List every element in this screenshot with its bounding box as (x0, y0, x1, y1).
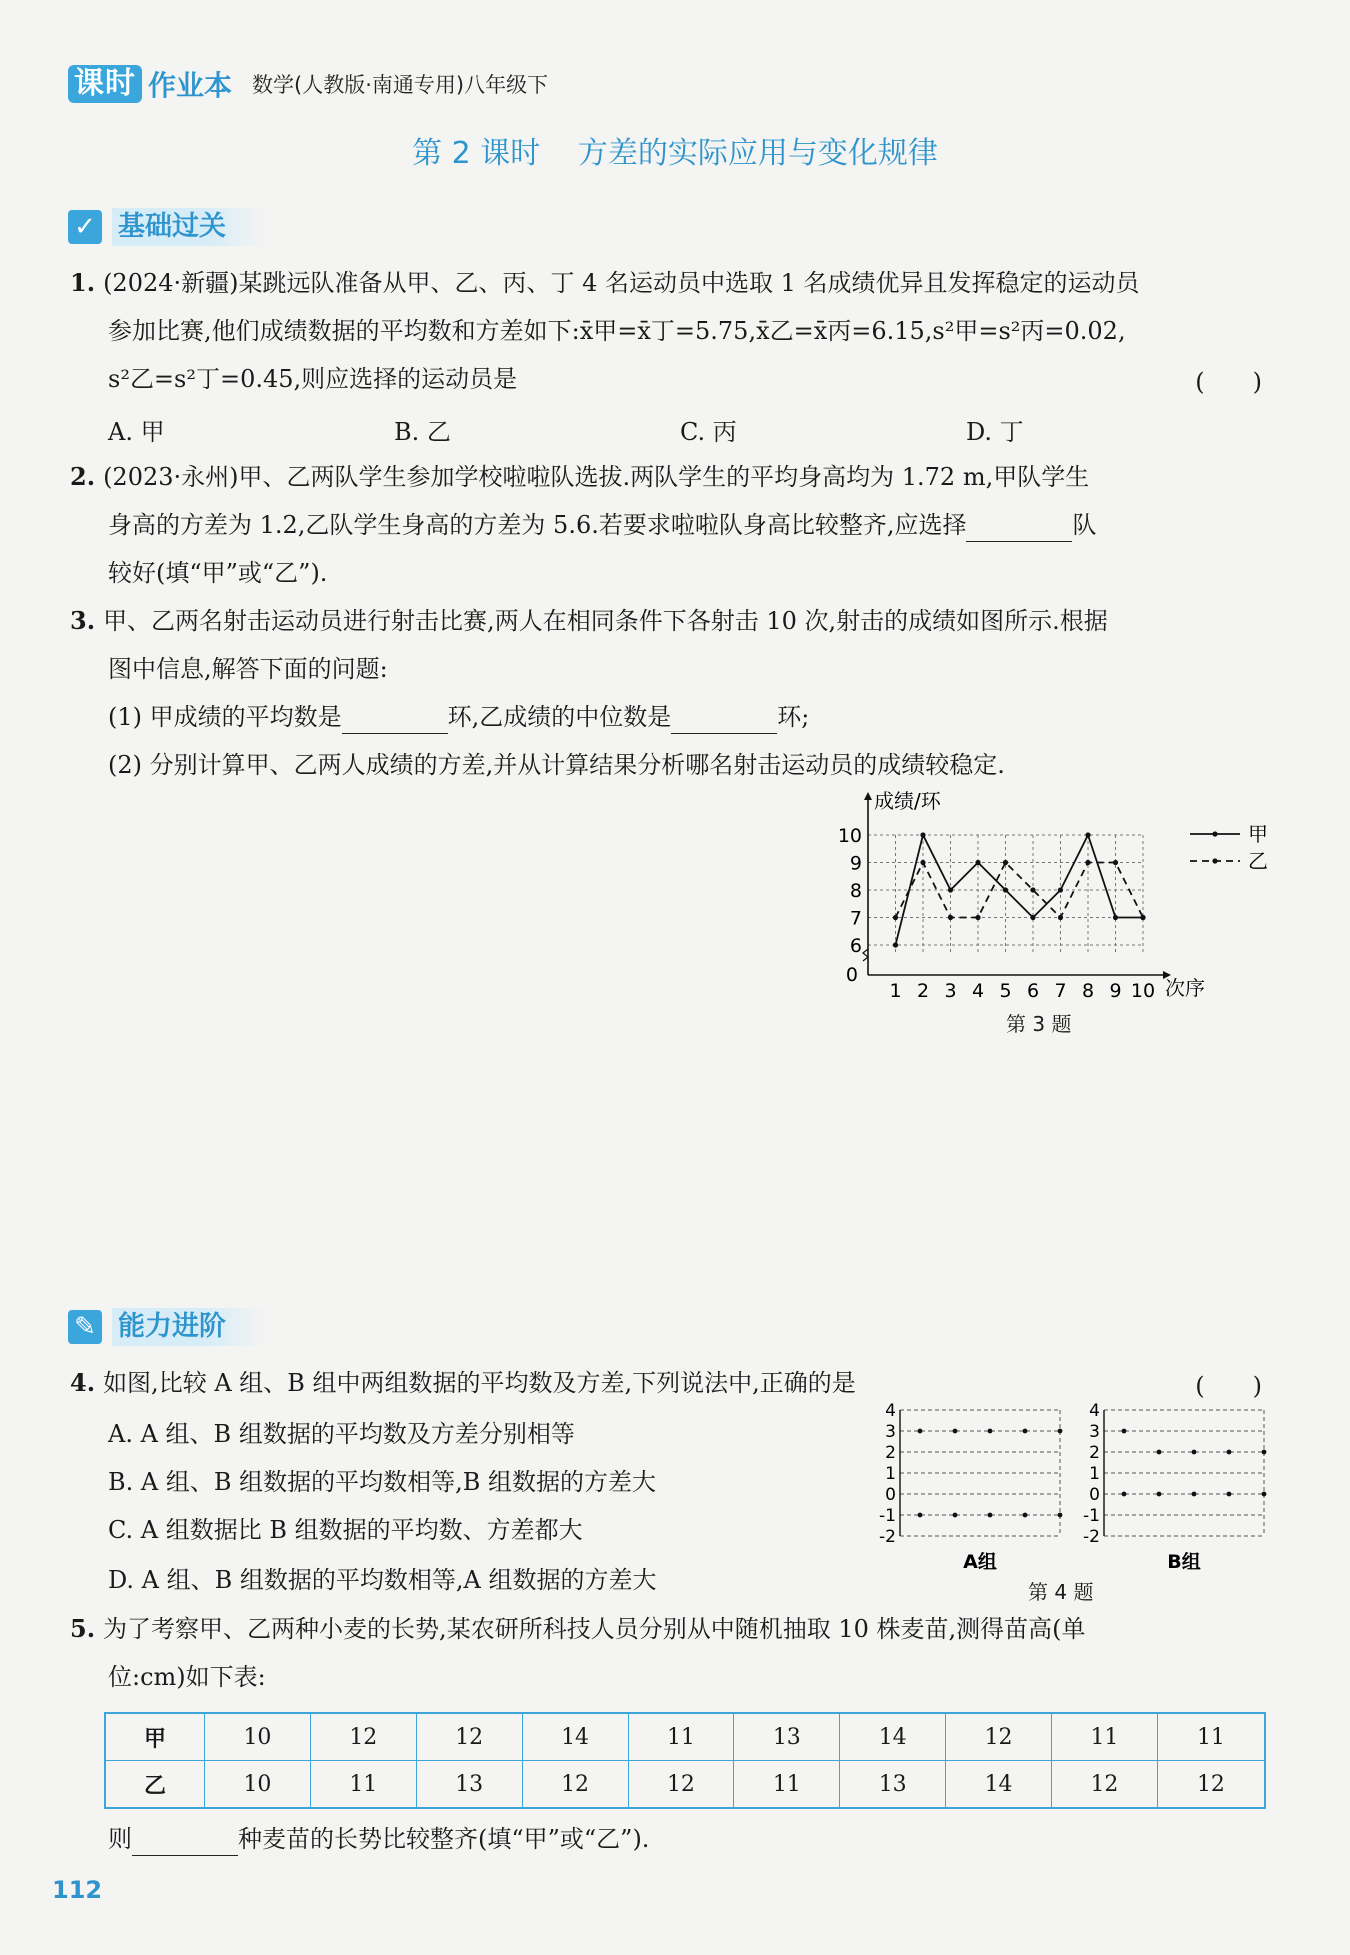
data-point (918, 1429, 923, 1434)
data-point (1003, 887, 1008, 892)
lesson-title (0, 128, 1350, 172)
data-point (1140, 915, 1145, 920)
y-tick-label: 3 (885, 1422, 896, 1442)
q1-line3: s²乙=s²丁=0.45,则应选择的运动员是 (108, 365, 518, 393)
q3-part1 (108, 700, 809, 734)
answer-blank-mean[interactable] (342, 707, 448, 734)
q2-line2 (108, 508, 1096, 542)
q2-line1 (70, 460, 1089, 494)
y-tick-label: 1 (885, 1464, 896, 1484)
y-tick-label: 8 (849, 880, 862, 902)
answer-blank[interactable] (132, 1829, 238, 1856)
q3-p1-text-b: 环,乙成绩的中位数是 (447, 703, 672, 731)
table-cell: 12 (310, 1713, 416, 1761)
data-point (1157, 1492, 1162, 1497)
option-a[interactable]: A. 甲 (108, 418, 165, 446)
data-point (1030, 915, 1035, 920)
section-advanced (68, 1306, 266, 1348)
data-point (1262, 1450, 1267, 1455)
option-d[interactable]: D. 丁 (966, 418, 1024, 446)
data-point (953, 1513, 958, 1518)
question-number: 5. (70, 1614, 96, 1643)
x-tick-label: 3 (944, 980, 957, 1000)
chart-caption: 第 3 题 (1006, 1012, 1072, 1036)
option-b[interactable]: B. 乙 (394, 418, 451, 446)
table-cell: 11 (310, 1761, 416, 1809)
data-point (953, 1429, 958, 1434)
legend-label: 甲 (1248, 822, 1268, 846)
table-cell: 14 (946, 1761, 1052, 1809)
group-label: A组 (963, 1551, 997, 1570)
q1-line2: 参加比赛,他们成绩数据的平均数和方差如下:x̄甲=x̄丁=5.75,x̄乙=x̄丙=6.15,s²甲=s²丙=0.02, (108, 317, 1126, 345)
data-point (988, 1429, 993, 1434)
data-point (975, 860, 980, 865)
table-cell: 12 (628, 1761, 734, 1809)
x-tick-label: 10 (1130, 980, 1156, 1000)
q5-tail (108, 1822, 649, 1856)
book-title: 数学(人教版·南通专用)八年级下 (252, 73, 549, 97)
option-c[interactable]: C. A 组数据比 B 组数据的平均数、方差都大 (108, 1516, 583, 1544)
pencil-icon: ✎ (68, 1310, 102, 1344)
y-axis-arrow (864, 792, 872, 800)
data-point (948, 887, 953, 892)
option-d[interactable]: D. A 组、B 组数据的平均数相等,A 组数据的方差大 (108, 1566, 657, 1594)
q3-line2: 图中信息,解答下面的问题: (108, 655, 388, 683)
q5-tail-a: 则 (108, 1825, 132, 1853)
group-label: B组 (1167, 1551, 1201, 1570)
q5-line2: 位:cm)如下表: (108, 1663, 266, 1691)
y-axis-label: 成绩/环 (874, 790, 941, 813)
data-point (1262, 1492, 1267, 1497)
q1-line1 (70, 266, 1140, 300)
y-tick-label: 0 (885, 1485, 896, 1505)
group-b-dot-plot (1072, 1400, 1277, 1570)
y-tick-label: -2 (1083, 1527, 1100, 1547)
q2-text-2: 身高的方差为 1.2,乙队学生身高的方差为 5.6.若要求啦啦队身高比较整齐,应选择 (108, 511, 967, 539)
x-tick-label: 2 (916, 980, 930, 1000)
y-tick-label: 0 (1089, 1485, 1100, 1505)
table-row (105, 1713, 1265, 1761)
data-point (975, 915, 980, 920)
row-label: 甲 (105, 1713, 205, 1761)
table-cell: 11 (1052, 1713, 1158, 1761)
question-number: 1. (70, 268, 96, 297)
y-tick-label: -1 (879, 1506, 896, 1526)
q3-part2: (2) 分别计算甲、乙两人成绩的方差,并从计算结果分析哪名射击运动员的成绩较稳定. (108, 751, 1005, 779)
data-point (1058, 915, 1063, 920)
data-point (988, 1513, 993, 1518)
data-point (1023, 1429, 1028, 1434)
table-cell: 10 (205, 1761, 311, 1809)
option-c[interactable]: C. 丙 (680, 418, 737, 446)
group-a-dot-plot (868, 1400, 1073, 1570)
q4-text: 如图,比较 A 组、B 组中两组数据的平均数及方差,下列说法中,正确的是 (103, 1369, 856, 1397)
data-point (1085, 832, 1090, 837)
q3-line1 (70, 604, 1108, 638)
data-point (1085, 860, 1090, 865)
answer-blank[interactable] (966, 515, 1072, 542)
row-label: 乙 (105, 1761, 205, 1809)
wheat-height-table (104, 1712, 1266, 1809)
lesson-name: 方差的实际应用与变化规律 (577, 136, 938, 171)
table-cell: 12 (1052, 1761, 1158, 1809)
table-cell: 14 (522, 1713, 628, 1761)
x-tick-label: 4 (971, 980, 985, 1000)
data-point (1122, 1429, 1127, 1434)
legend-marker (1212, 831, 1217, 836)
data-point (1023, 1513, 1028, 1518)
y-tick-label: 4 (1089, 1401, 1100, 1421)
x-tick-label: 8 (1081, 980, 1095, 1000)
data-point (1003, 860, 1008, 865)
data-point (1157, 1450, 1162, 1455)
y-tick-label: 4 (885, 1401, 896, 1421)
x-tick-label: 7 (1054, 980, 1067, 1000)
table-cell: 13 (416, 1761, 522, 1809)
shooting-line-chart (810, 790, 1280, 1000)
legend-label: 乙 (1248, 849, 1268, 873)
y-tick-label: 2 (1089, 1443, 1100, 1463)
data-point (1113, 915, 1118, 920)
y-tick-label: 0 (845, 964, 858, 986)
x-tick-label: 9 (1109, 980, 1122, 1000)
q3-text-1: 甲、乙两名射击运动员进行射击比赛,两人在相同条件下各射击 10 次,射击的成绩如图所示.根据 (103, 607, 1108, 635)
check-icon: ✓ (68, 210, 102, 244)
q4-stem (70, 1366, 856, 1400)
data-point (918, 1513, 923, 1518)
question-number: 2. (70, 462, 96, 491)
x-axis-label: 次序 (1165, 976, 1205, 1000)
page-header (68, 62, 548, 106)
data-point (1192, 1450, 1197, 1455)
option-b[interactable]: B. A 组、B 组数据的平均数相等,B 组数据的方差大 (108, 1468, 657, 1496)
question-number: 3. (70, 606, 96, 635)
table-cell: 11 (1157, 1713, 1265, 1761)
data-point (1192, 1492, 1197, 1497)
y-tick-label: -2 (879, 1527, 896, 1547)
x-tick-label: 5 (999, 980, 1012, 1000)
q1-text-1: (2024·新疆)某跳远队准备从甲、乙、丙、丁 4 名运动员中选取 1 名成绩优异且发挥稳定的运动员 (103, 269, 1140, 297)
y-tick-label: 6 (849, 935, 862, 957)
data-point (1058, 1429, 1063, 1434)
answer-blank-median[interactable] (671, 707, 777, 734)
y-tick-label: -1 (1083, 1506, 1100, 1526)
table-cell: 12 (1157, 1761, 1265, 1809)
table-row (105, 1761, 1265, 1809)
q2-line3: 较好(填“甲”或“乙”). (108, 559, 328, 587)
chart-caption: 第 4 题 (1028, 1580, 1094, 1604)
lesson-number: 第 2 课时 (412, 136, 541, 171)
data-point (893, 915, 898, 920)
data-point (893, 942, 898, 947)
section-title: 基础过关 (112, 208, 266, 246)
table-cell: 13 (840, 1761, 946, 1809)
y-tick-label: 3 (1089, 1422, 1100, 1442)
table-cell: 12 (522, 1761, 628, 1809)
q2-text-2b: 队 (1072, 511, 1097, 539)
data-point (920, 860, 925, 865)
answer-paren[interactable]: ( ) (1195, 1372, 1262, 1400)
y-tick-label: 10 (837, 825, 862, 847)
q2-text-1: (2023·永州)甲、乙两队学生参加学校啦啦队选拔.两队学生的平均身高均为 1.72 m,甲队学生 (103, 463, 1090, 491)
section-title: 能力进阶 (112, 1308, 266, 1346)
y-tick-label: 2 (885, 1443, 896, 1463)
table-cell: 12 (416, 1713, 522, 1761)
data-point (1122, 1492, 1127, 1497)
data-point (1227, 1450, 1232, 1455)
data-point (1058, 1513, 1063, 1518)
question-number: 4. (70, 1368, 96, 1397)
y-tick-label: 1 (1089, 1464, 1100, 1484)
y-tick-label: 7 (849, 907, 862, 930)
legend-marker (1212, 858, 1217, 863)
data-point (948, 915, 953, 920)
y-tick-label: 9 (849, 852, 862, 875)
section-basic (68, 206, 266, 248)
q5-tail-b: 种麦苗的长势比较整齐(填“甲”或“乙”). (238, 1825, 650, 1853)
x-tick-label: 1 (889, 980, 902, 1000)
table-cell: 11 (734, 1761, 840, 1809)
table-cell: 13 (734, 1713, 840, 1761)
series-logo: 课时 (68, 65, 142, 103)
data-point (1113, 860, 1118, 865)
data-point (1030, 887, 1035, 892)
x-tick-label: 6 (1026, 980, 1040, 1000)
option-a[interactable]: A. A 组、B 组数据的平均数及方差分别相等 (108, 1420, 575, 1448)
q3-p1-text-c: 环; (777, 703, 810, 731)
table-cell: 10 (205, 1713, 311, 1761)
series-name: 作业本 (148, 69, 233, 102)
data-point (1227, 1492, 1232, 1497)
table-cell: 11 (628, 1713, 734, 1761)
data-point (920, 832, 925, 837)
data-point (1058, 887, 1063, 892)
table-cell: 12 (946, 1713, 1052, 1761)
q3-p1-text: (1) 甲成绩的平均数是 (108, 703, 342, 731)
answer-paren[interactable]: ( ) (1195, 368, 1262, 396)
page-number: 112 (52, 1876, 103, 1904)
q5-line1 (70, 1612, 1085, 1646)
q5-text-1: 为了考察甲、乙两种小麦的长势,某农研所科技人员分别从中随机抽取 10 株麦苗,测得苗高(单 (103, 1615, 1086, 1643)
table-cell: 14 (840, 1713, 946, 1761)
